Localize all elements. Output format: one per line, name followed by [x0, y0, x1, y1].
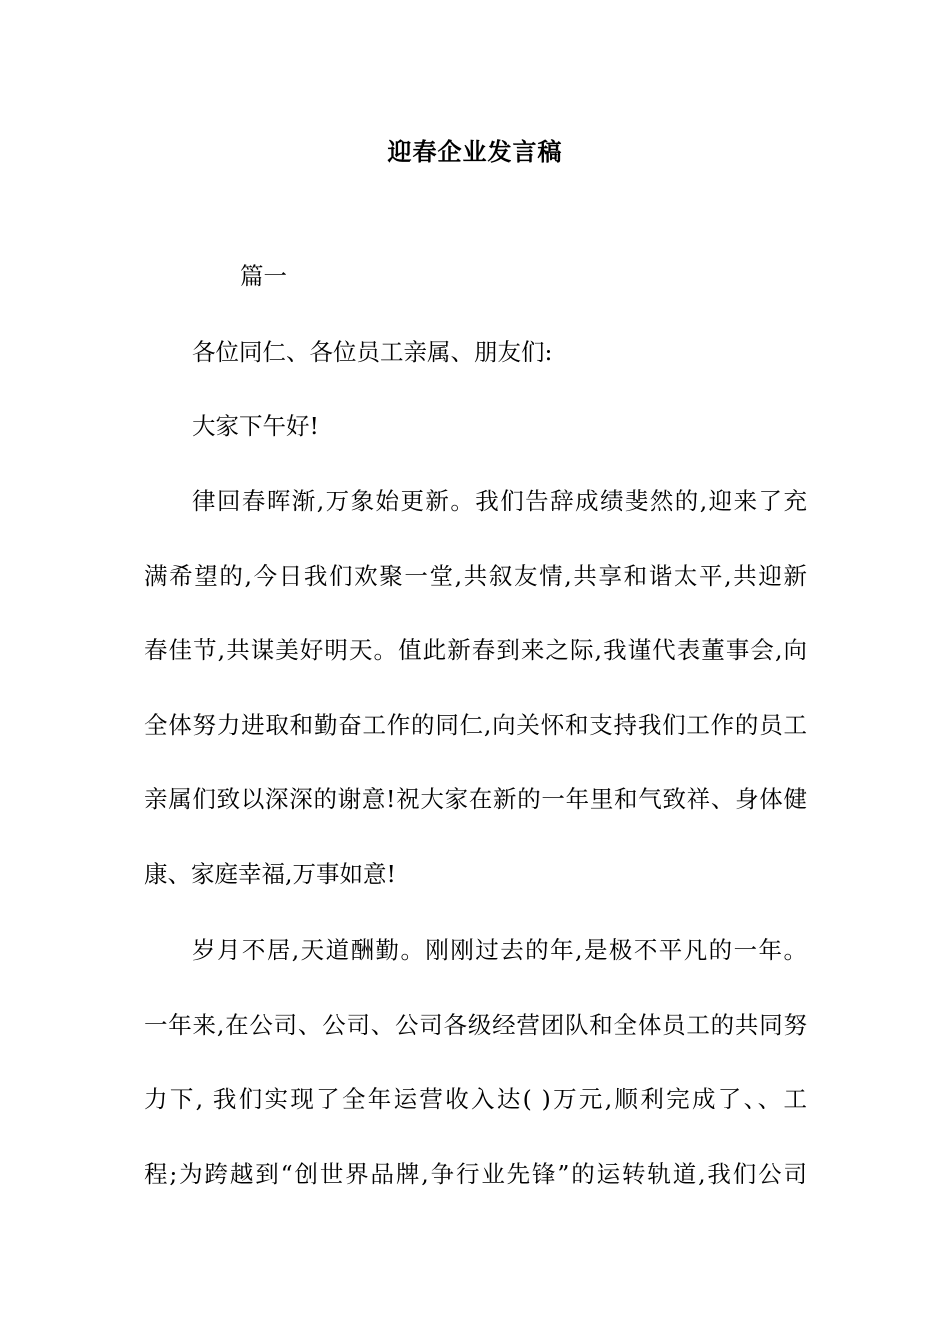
paragraph-2: [144, 930, 807, 1228]
document-title: 迎春企业发言稿: [387, 137, 563, 166]
paragraph-line: 春佳节,共谋美好明天。值此新春到来之际,我谨代表董事会,向: [144, 636, 807, 664]
salutation: 各位同仁、各位员工亲属、朋友们:: [192, 338, 553, 366]
paragraph-line: 满希望的,今日我们欢聚一堂,共叙友情,共享和谐太平,共迎新: [144, 561, 807, 590]
paragraph-line: 亲属们致以深深的谢意!祝大家在新的一年里和气致祥、身体健: [144, 785, 807, 813]
paragraph-line: 律回春晖渐,万象始更新。我们告辞成绩斐然的,迎来了充: [192, 487, 807, 515]
paragraph-line: 康、家庭幸福,万事如意!: [144, 859, 396, 888]
section-label: 篇一: [240, 262, 287, 290]
paragraph-line: 程;为跨越到“创世界品牌,争行业先锋”的运转轨道,我们公司: [144, 1159, 807, 1188]
greeting: 大家下午好!: [192, 412, 319, 440]
paragraph-line: 岁月不居,天道酬勤。刚刚过去的年,是极不平凡的一年。: [192, 936, 807, 964]
paragraph-line: 一年来,在公司、公司、公司各级经营团队和全体员工的共同努: [144, 1010, 807, 1039]
paragraph-line: 力下, 我们实现了全年运营收入达( )万元,顺利完成了、、工: [144, 1085, 807, 1113]
paragraph-line: 全体努力进取和勤奋工作的同仁,向关怀和支持我们工作的员工: [144, 710, 807, 739]
paragraph-1: [144, 481, 807, 928]
